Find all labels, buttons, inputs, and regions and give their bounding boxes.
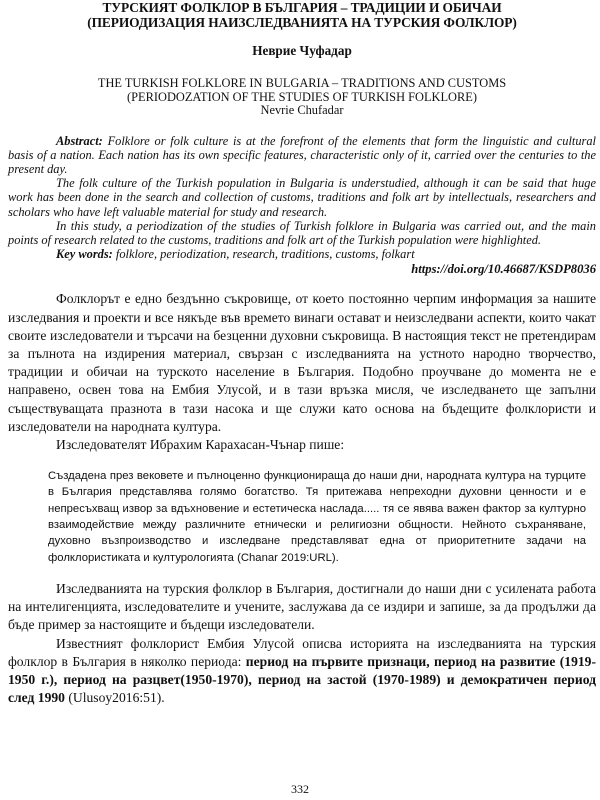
body-paragraph-3: Изследванията на турския фолклор в България, достигнали до наши дни с усилената работа на интелигенцията, изследователите и учените, заслужава да се издири и запише, за да продължи да бъде пример за настоящите и бъдещи изследователи. xyxy=(8,580,596,633)
body-paragraph-4 xyxy=(8,635,596,708)
keywords-label: Key words: xyxy=(56,247,113,262)
abstract-label: Abstract: xyxy=(56,133,103,148)
body-paragraph-1: Фолклорът е едно бездънно съкровище, от което постоянно черпим информация за нашите изследвания и проекти и все някъде във времето винаги остават и неизследвани аспекти, които чакат своите изследователи и търсачи на безценни духовни съкровища. В настоящия текст не претендирам за пълнота на издирения материал, свързан с изследванията на устното народно творчество, традиции и обичаи на турското население в България. Подобно проучване до момента не е направено, освен това на Ембия Улусой, и в тази връзка мисля, че изследването ще запълни съществуващата празнота в тази насока и ще служи като основа на бъдещите фолклористи и изследователи на народната култура. xyxy=(8,291,596,434)
block-quote xyxy=(48,468,586,566)
title-bulgarian xyxy=(8,0,596,30)
title-bg-line2: (ПЕРИОДИЗАЦИЯ НАИЗСЛЕДВАНИЯТА НА ТУРСКИЯ ФОЛКЛОР) xyxy=(87,15,517,30)
periods-citation: (Ulusoy2016:51). xyxy=(64,690,165,706)
keywords-text: folklore, periodization, research, traditions, customs, folkart xyxy=(115,247,415,262)
keywords xyxy=(8,247,596,261)
body-text-continued xyxy=(8,580,596,707)
body-text xyxy=(8,290,596,454)
abstract-paragraph-3: In this study, a periodization of the studies of Turkish folklore in Bulgaria was carried out, and the main points of research related to the customs, traditions and folk art of the Turkish population were highlighted. xyxy=(8,218,596,247)
title-bg-line1: ТУРСКИЯТ ФОЛКЛОР В БЪЛГАРИЯ – ТРАДИЦИИ И ОБИЧАИ xyxy=(102,0,502,15)
periods-list: период на първите признаци, период на развитие (1919-1950 г.), период на разцвет(1950-1970), период на застой (1970-1989) и демократичен период след 1990 xyxy=(8,653,596,706)
body-paragraph-2: Изследователят Ибрахим Карахасан-Чънар пише: xyxy=(56,436,345,452)
page-number: 332 xyxy=(291,782,309,796)
author-english: Nevrie Chufadar xyxy=(260,103,344,117)
author-bulgarian: Неврие Чуфадар xyxy=(252,43,352,58)
doi-link[interactable]: https://doi.org/10.46687/KSDP8036 xyxy=(411,262,596,277)
title-english xyxy=(8,77,596,104)
title-en-line1: THE TURKISH FOLKLORE IN BULGARIA – TRADITIONS AND CUSTOMS xyxy=(97,76,507,90)
abstract-text-1: Folklore or folk culture is at the forefront of the elements that form the linguistic and cultural basis of a nation. Each nation has its own specific features, characteristic only of it, carried over the centuries to the present day. xyxy=(8,133,596,176)
quote-text: Създадена през вековете и пълноценно функционираща до наши дни, народната култура на турците в България представлява голямо богатство. Тя притежава непреходни духовни ценности и е непресъхващ извор за вдъхновение и естетическа наслада..... тя се явява важен фактор за културно взаимодействие между различните етнически и религиозни общности. Нейното съхраняване, духовно възпроизводство и изследване представляват една от приоритетните задачи на фолклористиката и културологията (Chanar 2019:URL). xyxy=(48,470,586,564)
title-en-line2: (PERIODOZATION OF THE STUDIES OF TURKISH FOLKLORE) xyxy=(127,89,477,104)
abstract xyxy=(8,134,596,262)
abstract-paragraph-1 xyxy=(8,134,596,177)
abstract-paragraph-2: The folk culture of the Turkish population in Bulgaria is understudied, although it can be said that huge work has been done in the search and collection of customs, traditions and folk art by intellectuals, researchers and scholars who have left valuable material for study and research. xyxy=(8,176,596,219)
periods-intro: Известният фолклорист Ембия Улусой описва историята на изследванията на турския фолклор в България в няколко периода: xyxy=(8,635,596,669)
